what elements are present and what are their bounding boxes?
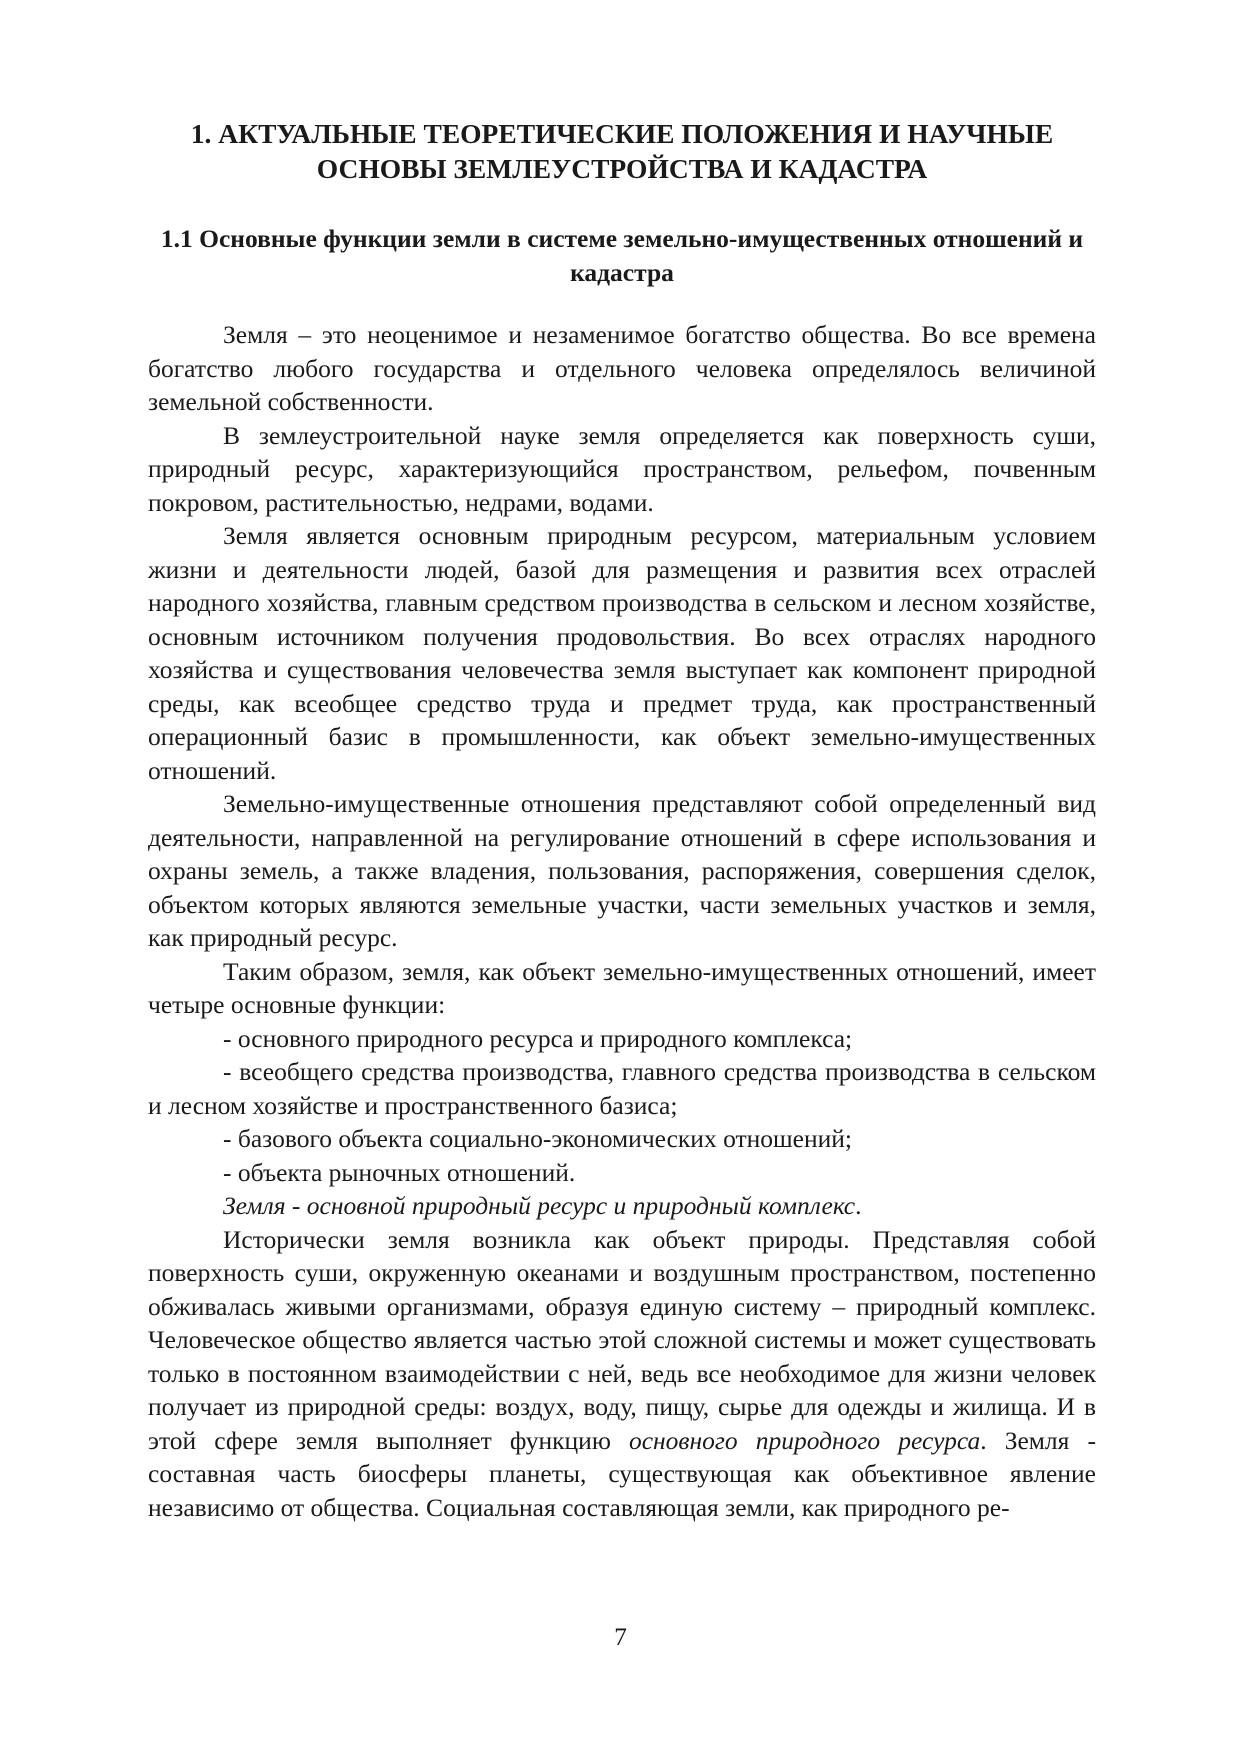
paragraph-2: В землеустроительной науке земля определяется как поверхность суши, природный ресурс, характеризующийся пространством, рельефом, почвенным покровом, растительностью, недрами, водами. bbox=[148, 420, 1096, 517]
paragraph-6-part-1: Исторически земля возникла как объект природы. Представляя собой поверхность суши, окруженную океанами и воздушным пространством, постепенно обживалась живыми организмами, образуя единую систему – природный комплекс. Человеческое общество является частью этой сложной системы и может существовать только в постоянном взаимодействии с ней, ведь все необходимое для жизни человек получает из природной среды: воздух, воду, пищу, сырье для одежды и жилища. И в этой сфере земля выполняет функцию bbox=[148, 1224, 1096, 1455]
body-text bbox=[148, 318, 1096, 1524]
function-list-item-4: - объекта рыночных отношений. bbox=[223, 1157, 576, 1187]
paragraph-4: Земельно-имущественные отношения представляют собой определенный вид деятельности, направленной на регулирование отношений в сфере использования и охраны земель, а также владения, пользования, распоряжения, совершения сделок, объектом которых являются земельные участки, части земельных участков и земля, как природный ресурс. bbox=[148, 789, 1096, 952]
section-title: 1.1 Основные функции земли в системе земельно-имущественных отношений и кадастра bbox=[160, 224, 1084, 287]
function-list-item-2: - всеобщего средства производства, главного средства производства в сельском и лесном хозяйстве и пространственного базиса; bbox=[148, 1057, 1096, 1120]
italic-subheading: Земля - основной природный ресурс и природный комплекс bbox=[223, 1191, 856, 1220]
paragraph-6-italic: основного природного ресурса bbox=[628, 1425, 981, 1455]
chapter-title: 1. АКТУАЛЬНЫЕ ТЕОРЕТИЧЕСКИЕ ПОЛОЖЕНИЯ И НАУЧНЫЕ ОСНОВЫ ЗЕМЛЕУСТРОЙСТВА И КАДАСТРА bbox=[190, 118, 1054, 184]
paragraph-1: Земля – это неоценимое и незаменимое богатство общества. Во все времена богатство любого государства и отдельного человека определялось величиной земельной собственности. bbox=[148, 320, 1096, 416]
paragraph-5: Таким образом, земля, как объект земельно-имущественных отношений, имеет четыре основные функции: bbox=[148, 956, 1096, 1019]
function-list-item-3: - базового объекта социально-экономических отношений; bbox=[223, 1124, 853, 1153]
paragraph-6-part-2: . Земля - составная часть биосферы планеты, существующая как объективное явление независимо от общества. Социальная составляющая земли, как природного ре- bbox=[148, 1425, 1096, 1522]
italic-subheading-period: . bbox=[855, 1191, 862, 1220]
italic-subheading-paragraph bbox=[148, 1189, 1096, 1223]
paragraph-3: Земля является основным природным ресурсом, материальным условием жизни и деятельности людей, базой для размещения и развития всех отраслей народного хозяйства, главным средством производства в сельском и лесном хозяйстве, основным источником получения продовольствия. Во всех отраслях народного хозяйства и существования человечества земля выступает как компонент природной среды, как всеобщее средство труда и предмет труда, как пространственный операционный базис в промышленности, как объект земельно-имущественных отношений. bbox=[148, 521, 1096, 785]
page-number: 7 bbox=[614, 1622, 627, 1651]
paragraph-6 bbox=[148, 1223, 1096, 1525]
function-list-item-1: - основного природного ресурса и природного комплекса; bbox=[223, 1023, 853, 1053]
